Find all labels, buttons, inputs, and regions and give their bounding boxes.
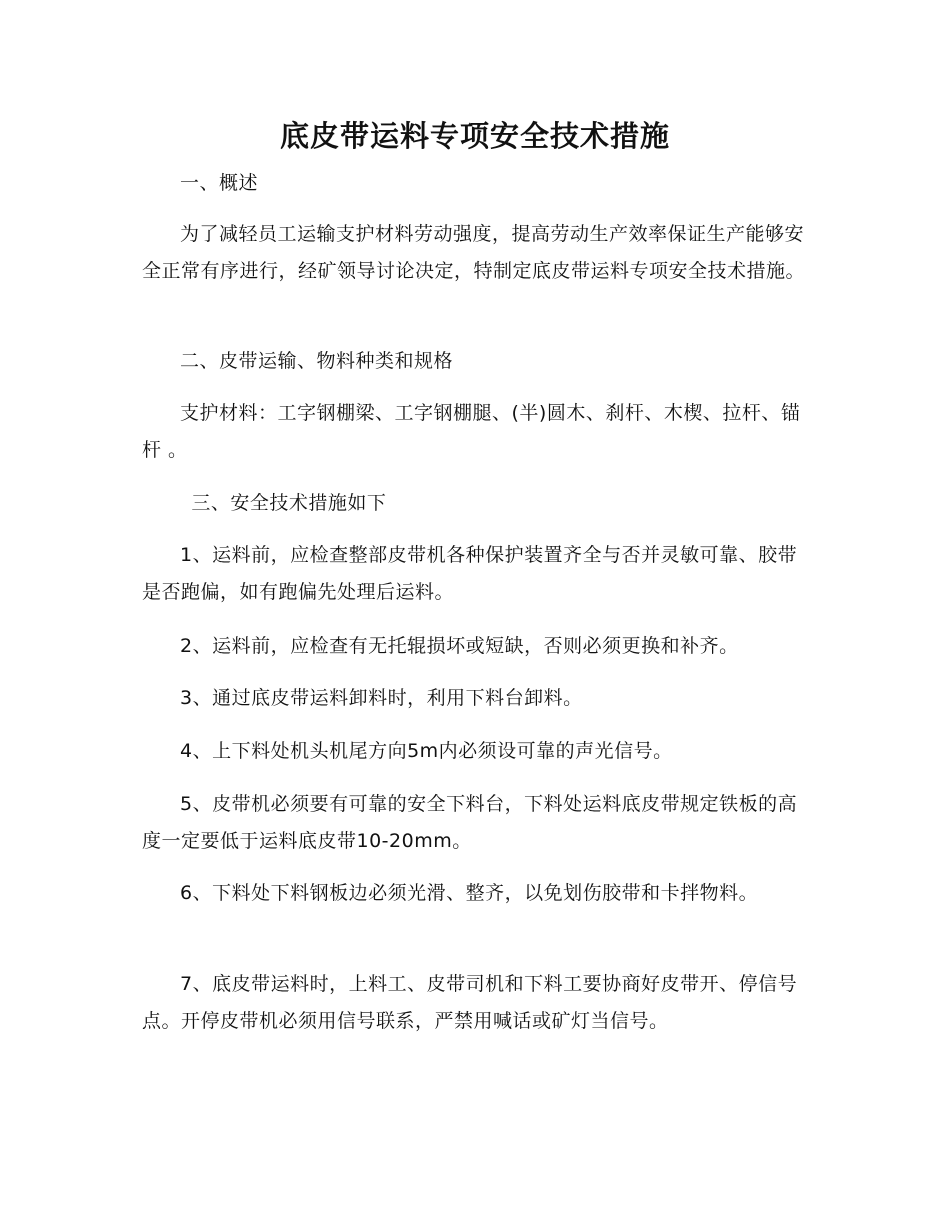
measure-item-7: 7、底皮带运料时，上料工、皮带司机和下料工要协商好皮带开、停信号点。开停皮带机必须用信号联系，严禁用喊话或矿灯当信号。 bbox=[142, 973, 798, 1032]
measure-item-4: 4、上下料处机头机尾方向5m内必须设可靠的声光信号。 bbox=[180, 740, 673, 762]
measure-item-6: 6、下料处下料钢板边必须光滑、整齐，以免划伤胶带和卡拌物料。 bbox=[180, 882, 759, 904]
measure-item-2: 2、运料前，应检查有无托辊损坏或短缺，否则必须更换和补齐。 bbox=[180, 635, 739, 657]
section-heading-measures: 三、安全技术措施如下 bbox=[191, 492, 387, 514]
document-title: 底皮带运料专项安全技术措施 bbox=[279, 119, 670, 153]
paragraph-overview: 为了减轻员工运输支护材料劳动强度，提高劳动生产效率保证生产能够安全正常有序进行，经矿领导讨论决定，特制定底皮带运料专项安全技术措施。 bbox=[142, 223, 806, 282]
paragraph-materials: 支护材料：工字钢棚梁、工字钢棚腿、(半)圆木、刹杆、木楔、拉杆、锚杆 。 bbox=[142, 402, 801, 461]
measure-item-5: 5、皮带机必须要有可靠的安全下料台，下料处运料底皮带规定铁板的高度一定要低于运料底皮带10-20mm。 bbox=[142, 793, 798, 852]
measure-item-1: 1、运料前，应检查整部皮带机各种保护装置齐全与否并灵敏可靠、胶带是否跑偏，如有跑偏先处理后运料。 bbox=[142, 544, 798, 603]
measure-item-3: 3、通过底皮带运料卸料时，利用下料台卸料。 bbox=[180, 687, 583, 709]
section-heading-materials: 二、皮带运输、物料种类和规格 bbox=[180, 350, 454, 372]
section-heading-overview: 一、概述 bbox=[180, 172, 259, 194]
